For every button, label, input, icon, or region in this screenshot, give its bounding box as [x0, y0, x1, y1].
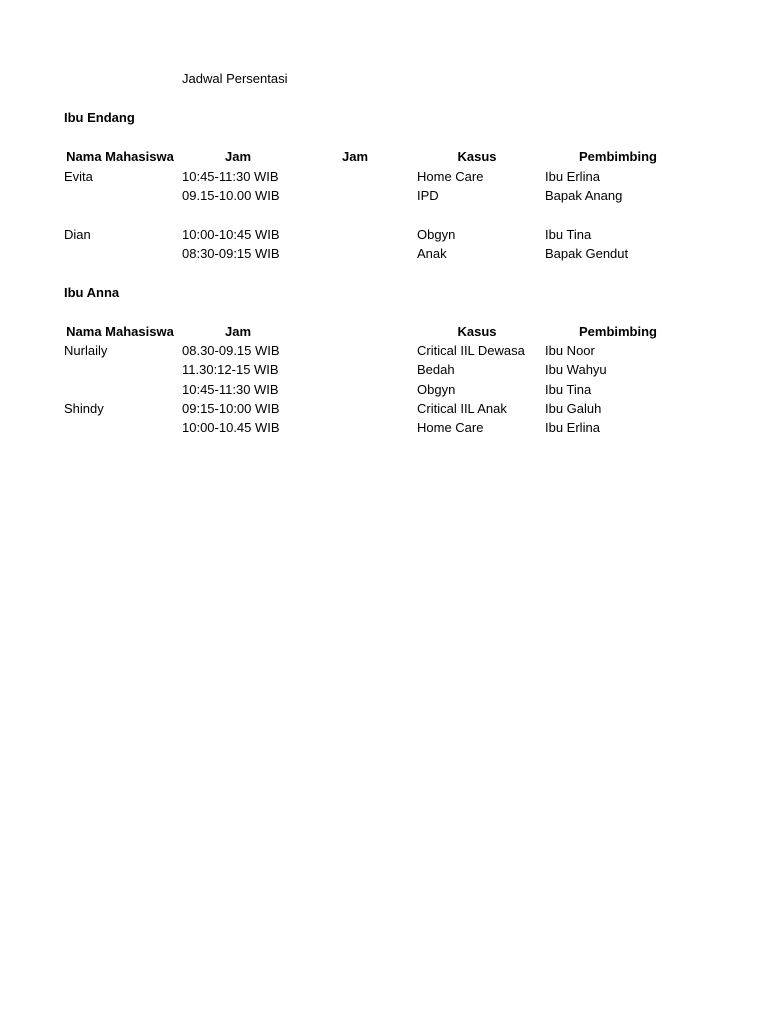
cell-jam: 08:30-09:15 WIB [182, 246, 280, 261]
cell-jam: 11.30:12-15 WIB [182, 362, 279, 377]
cell-jam: 09.15-10.00 WIB [182, 188, 280, 203]
cell-pembimbing: Ibu Erlina [545, 169, 600, 184]
document-title: Jadwal Persentasi [182, 71, 288, 86]
cell-kasus: Critical IIL Anak [417, 401, 507, 416]
table-row [0, 420, 768, 439]
cell-pembimbing: Bapak Anang [545, 188, 623, 203]
section-title-ibu-endang: Ibu Endang [64, 110, 135, 125]
table-row [0, 246, 768, 265]
cell-pembimbing: Ibu Erlina [545, 420, 600, 435]
cell-pembimbing: Ibu Tina [545, 227, 592, 242]
cell-nama: Shindy [64, 401, 104, 416]
header-jam: Jam [224, 149, 252, 164]
table-row [0, 382, 768, 401]
header-kasus: Kasus [457, 324, 497, 339]
cell-nama: Evita [64, 169, 93, 184]
cell-kasus: Obgyn [417, 227, 456, 242]
header-jam-2: Jam [341, 149, 369, 164]
cell-kasus: Obgyn [417, 382, 456, 397]
table-row [0, 362, 768, 381]
cell-jam: 10:45-11:30 WIB [182, 382, 279, 397]
cell-jam: 10:00-10.45 WIB [182, 420, 280, 435]
header-pembimbing: Pembimbing [578, 149, 657, 164]
cell-nama: Nurlaily [64, 343, 108, 358]
table-row [0, 401, 768, 420]
header-nama-mahasiswa: Nama Mahasiswa [66, 324, 174, 339]
table-row [0, 343, 768, 362]
cell-pembimbing: Ibu Wahyu [545, 362, 607, 377]
cell-pembimbing: Ibu Tina [545, 382, 592, 397]
cell-pembimbing: Ibu Galuh [545, 401, 602, 416]
cell-pembimbing: Bapak Gendut [545, 246, 629, 261]
cell-pembimbing: Ibu Noor [545, 343, 595, 358]
cell-kasus: Home Care [417, 420, 484, 435]
cell-kasus: Home Care [417, 169, 484, 184]
cell-nama: Dian [64, 227, 91, 242]
cell-kasus: Anak [417, 246, 447, 261]
table-row [0, 227, 768, 246]
cell-jam: 10:45-11:30 WIB [182, 169, 279, 184]
cell-kasus: IPD [417, 188, 439, 203]
table-header-row [0, 324, 768, 343]
table-header-row [0, 149, 768, 168]
table-row [0, 188, 768, 207]
table-row [0, 169, 768, 188]
cell-jam: 09:15-10:00 WIB [182, 401, 280, 416]
header-jam: Jam [224, 324, 252, 339]
header-pembimbing: Pembimbing [578, 324, 657, 339]
section-title-ibu-anna: Ibu Anna [64, 285, 120, 300]
cell-kasus: Critical IIL Dewasa [417, 343, 525, 358]
cell-jam: 08.30-09.15 WIB [182, 343, 280, 358]
cell-kasus: Bedah [417, 362, 455, 377]
header-kasus: Kasus [457, 149, 497, 164]
cell-jam: 10:00-10:45 WIB [182, 227, 280, 242]
header-nama-mahasiswa: Nama Mahasiswa [66, 149, 174, 164]
